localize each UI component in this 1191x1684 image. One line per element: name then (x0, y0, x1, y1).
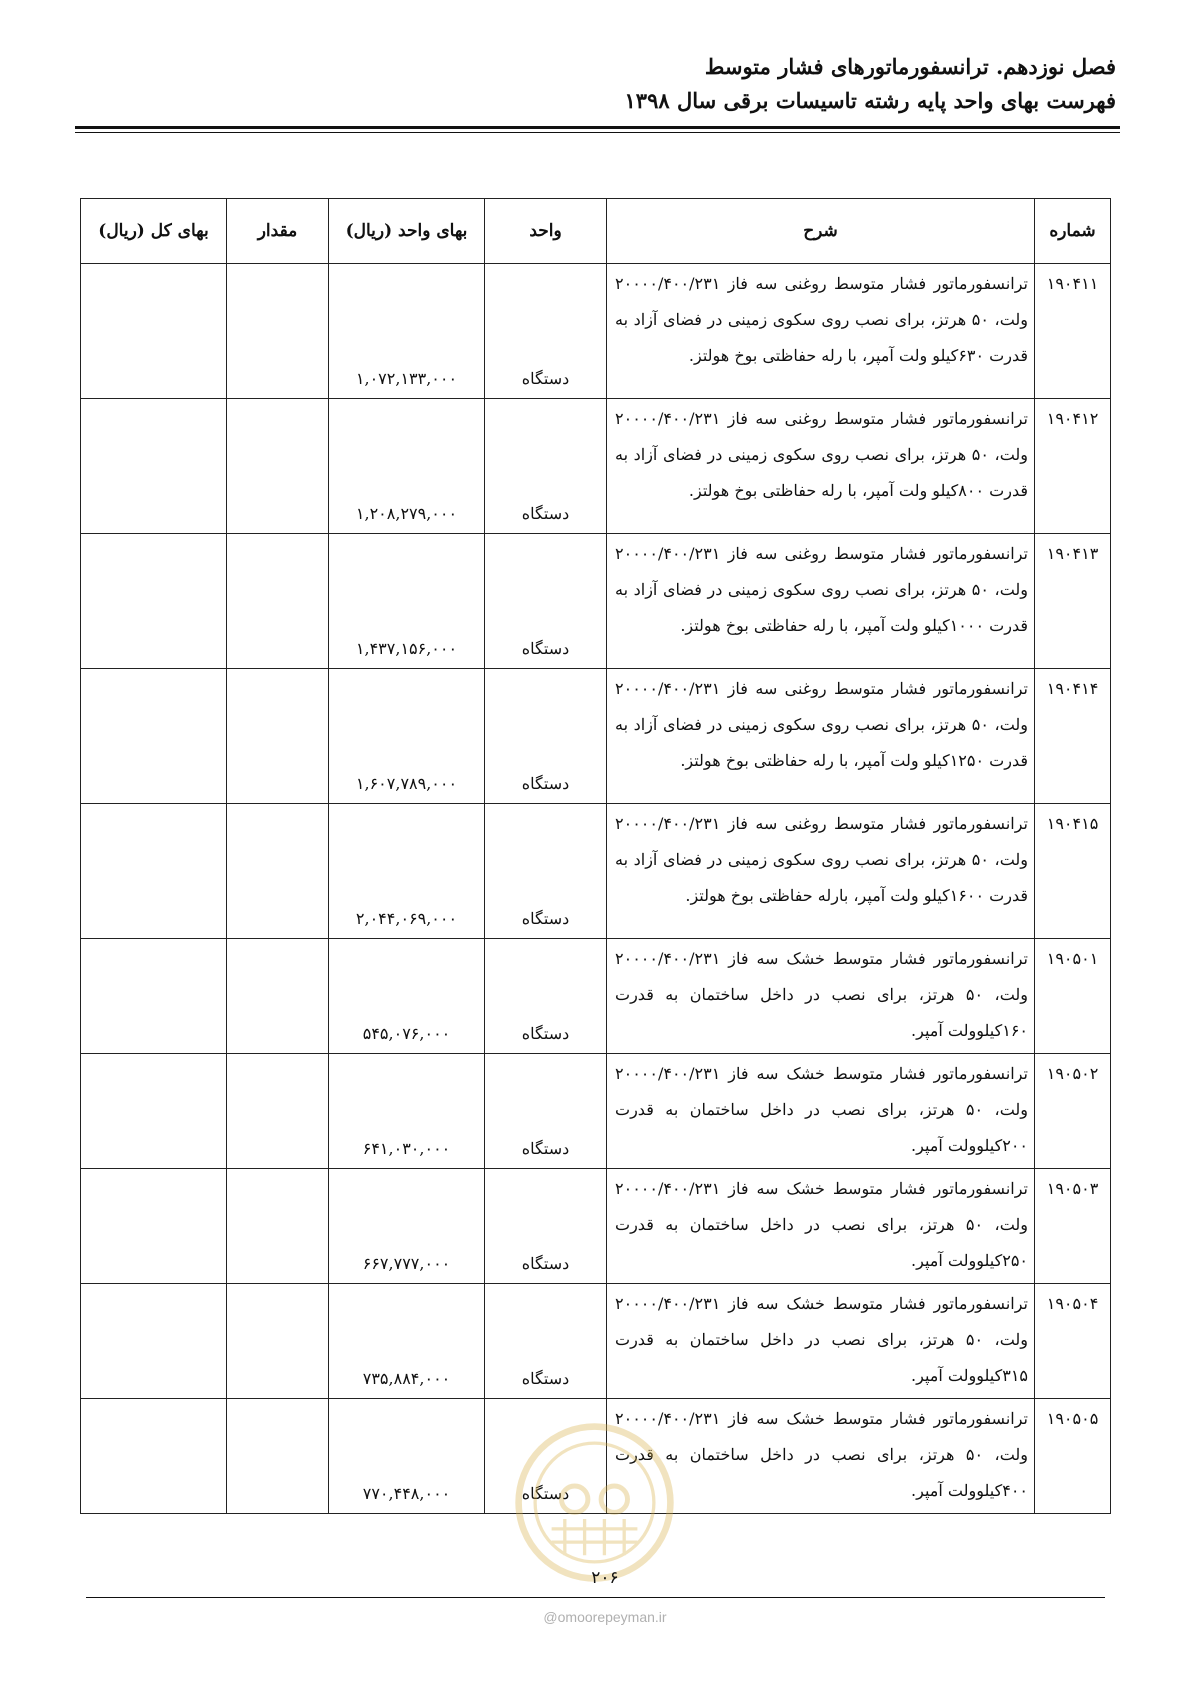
table-row (81, 534, 1111, 669)
item-code: ۱۹۰۵۰۲ (1035, 1054, 1111, 1169)
item-unit-price: ۱,۰۷۲,۱۳۳,۰۰۰ (329, 264, 485, 399)
item-unit-price: ۵۴۵,۰۷۶,۰۰۰ (329, 939, 485, 1054)
item-code: ۱۹۰۵۰۳ (1035, 1169, 1111, 1284)
item-unit-price: ۶۶۷,۷۷۷,۰۰۰ (329, 1169, 485, 1284)
table-row (81, 939, 1111, 1054)
table-row (81, 1054, 1111, 1169)
item-quantity-cell (227, 534, 329, 669)
item-unit-price: ۱,۶۰۷,۷۸۹,۰۰۰ (329, 669, 485, 804)
price-list-title: فهرست بهای واحد پایه رشته تاسیسات برقی سال ۱۳۹۸ (624, 88, 1116, 113)
item-unit: دستگاه (485, 939, 607, 1054)
header-rule-thick (75, 126, 1120, 129)
price-table (80, 198, 1111, 1514)
item-unit: دستگاه (485, 669, 607, 804)
chapter-title: فصل نوزدهم. ترانسفورماتورهای فشار متوسط (704, 54, 1116, 79)
item-code: ۱۹۰۵۰۴ (1035, 1284, 1111, 1399)
item-description: ترانسفورماتور فشار متوسط خشک سه فاز ۲۰۰۰۰/۴۰۰/۲۳۱ ولت، ۵۰ هرتز، برای نصب در داخل ساختمان به قدرت ۳۱۵کیلوولت آمپر. (607, 1284, 1035, 1399)
item-unit: دستگاه (485, 1169, 607, 1284)
item-code: ۱۹۰۵۰۵ (1035, 1399, 1111, 1514)
item-code: ۱۹۰۴۱۴ (1035, 669, 1111, 804)
item-code: ۱۹۰۵۰۱ (1035, 939, 1111, 1054)
column-header-total-price: بهای کل (ریال) (81, 199, 227, 264)
column-header-code: شماره (1035, 199, 1111, 264)
table-row (81, 804, 1111, 939)
item-quantity-cell (227, 1399, 329, 1514)
item-total-price-cell (81, 669, 227, 804)
page-number: ۲۰۶ (591, 1568, 619, 1588)
item-quantity-cell (227, 264, 329, 399)
page-header (71, 50, 1116, 118)
item-total-price-cell (81, 1054, 227, 1169)
item-description: ترانسفورماتور فشار متوسط روغنی سه فاز ۲۰۰۰۰/۴۰۰/۲۳۱ ولت، ۵۰ هرتز، برای نصب روی سکوی زمینی در فضای آزاد به قدرت ۶۳۰کیلو ولت آمپر، با رله حفاظتی بوخ هولتز. (607, 264, 1035, 399)
item-unit: دستگاه (485, 264, 607, 399)
item-code: ۱۹۰۴۱۲ (1035, 399, 1111, 534)
item-unit: دستگاه (485, 804, 607, 939)
item-code: ۱۹۰۴۱۱ (1035, 264, 1111, 399)
item-total-price-cell (81, 399, 227, 534)
item-unit: دستگاه (485, 1399, 607, 1514)
item-unit: دستگاه (485, 399, 607, 534)
column-header-unit-price: بهای واحد (ریال) (329, 199, 485, 264)
item-quantity-cell (227, 804, 329, 939)
item-total-price-cell (81, 264, 227, 399)
item-unit-price: ۷۳۵,۸۸۴,۰۰۰ (329, 1284, 485, 1399)
table-row (81, 399, 1111, 534)
item-description: ترانسفورماتور فشار متوسط روغنی سه فاز ۲۰۰۰۰/۴۰۰/۲۳۱ ولت، ۵۰ هرتز، برای نصب روی سکوی زمینی در فضای آزاد به قدرت ۱۶۰۰کیلو ولت آمپر، بارله حفاظتی بوخ هولتز. (607, 804, 1035, 939)
item-quantity-cell (227, 1054, 329, 1169)
item-description: ترانسفورماتور فشار متوسط روغنی سه فاز ۲۰۰۰۰/۴۰۰/۲۳۱ ولت، ۵۰ هرتز، برای نصب روی سکوی زمینی در فضای آزاد به قدرت ۸۰۰کیلو ولت آمپر، با رله حفاظتی بوخ هولتز. (607, 399, 1035, 534)
item-quantity-cell (227, 669, 329, 804)
item-description: ترانسفورماتور فشار متوسط خشک سه فاز ۲۰۰۰۰/۴۰۰/۲۳۱ ولت، ۵۰ هرتز، برای نصب در داخل ساختمان به قدرت ۴۰۰کیلوولت آمپر. (607, 1399, 1035, 1514)
footer-rule (86, 1597, 1105, 1598)
column-header-quantity: مقدار (227, 199, 329, 264)
item-description: ترانسفورماتور فشار متوسط روغنی سه فاز ۲۰۰۰۰/۴۰۰/۲۳۱ ولت، ۵۰ هرتز، برای نصب روی سکوی زمینی در فضای آزاد به قدرت ۱۰۰۰کیلو ولت آمپر، با رله حفاظتی بوخ هولتز. (607, 534, 1035, 669)
item-description: ترانسفورماتور فشار متوسط خشک سه فاز ۲۰۰۰۰/۴۰۰/۲۳۱ ولت، ۵۰ هرتز، برای نصب در داخل ساختمان به قدرت ۲۵۰کیلوولت آمپر. (607, 1169, 1035, 1284)
item-unit-price: ۲,۰۴۴,۰۶۹,۰۰۰ (329, 804, 485, 939)
item-total-price-cell (81, 1399, 227, 1514)
column-header-description: شرح (607, 199, 1035, 264)
item-total-price-cell (81, 1284, 227, 1399)
item-code: ۱۹۰۴۱۵ (1035, 804, 1111, 939)
item-unit: دستگاه (485, 1284, 607, 1399)
item-unit: دستگاه (485, 534, 607, 669)
table-row (81, 264, 1111, 399)
item-description: ترانسفورماتور فشار متوسط خشک سه فاز ۲۰۰۰۰/۴۰۰/۲۳۱ ولت، ۵۰ هرتز، برای نصب در داخل ساختمان به قدرت ۱۶۰کیلوولت آمپر. (607, 939, 1035, 1054)
item-quantity-cell (227, 1284, 329, 1399)
table-row (81, 1284, 1111, 1399)
item-unit-price: ۱,۲۰۸,۲۷۹,۰۰۰ (329, 399, 485, 534)
item-total-price-cell (81, 939, 227, 1054)
table-header-row (81, 199, 1111, 264)
item-code: ۱۹۰۴۱۳ (1035, 534, 1111, 669)
item-unit: دستگاه (485, 1054, 607, 1169)
table-row (81, 669, 1111, 804)
table-row (81, 1169, 1111, 1284)
item-unit-price: ۷۷۰,۴۴۸,۰۰۰ (329, 1399, 485, 1514)
site-watermark: @omoorepeyman.ir (543, 1609, 667, 1625)
item-total-price-cell (81, 1169, 227, 1284)
item-unit-price: ۶۴۱,۰۳۰,۰۰۰ (329, 1054, 485, 1169)
column-header-unit: واحد (485, 199, 607, 264)
item-description: ترانسفورماتور فشار متوسط خشک سه فاز ۲۰۰۰۰/۴۰۰/۲۳۱ ولت، ۵۰ هرتز، برای نصب در داخل ساختمان به قدرت ۲۰۰کیلوولت آمپر. (607, 1054, 1035, 1169)
item-quantity-cell (227, 939, 329, 1054)
item-quantity-cell (227, 399, 329, 534)
item-total-price-cell (81, 804, 227, 939)
item-quantity-cell (227, 1169, 329, 1284)
item-total-price-cell (81, 534, 227, 669)
publisher-seal-watermark-icon (512, 1420, 677, 1585)
item-unit-price: ۱,۴۳۷,۱۵۶,۰۰۰ (329, 534, 485, 669)
item-description: ترانسفورماتور فشار متوسط روغنی سه فاز ۲۰۰۰۰/۴۰۰/۲۳۱ ولت، ۵۰ هرتز، برای نصب روی سکوی زمینی در فضای آزاد به قدرت ۱۲۵۰کیلو ولت آمپر، با رله حفاظتی بوخ هولتز. (607, 669, 1035, 804)
header-rule-thin (75, 132, 1120, 133)
